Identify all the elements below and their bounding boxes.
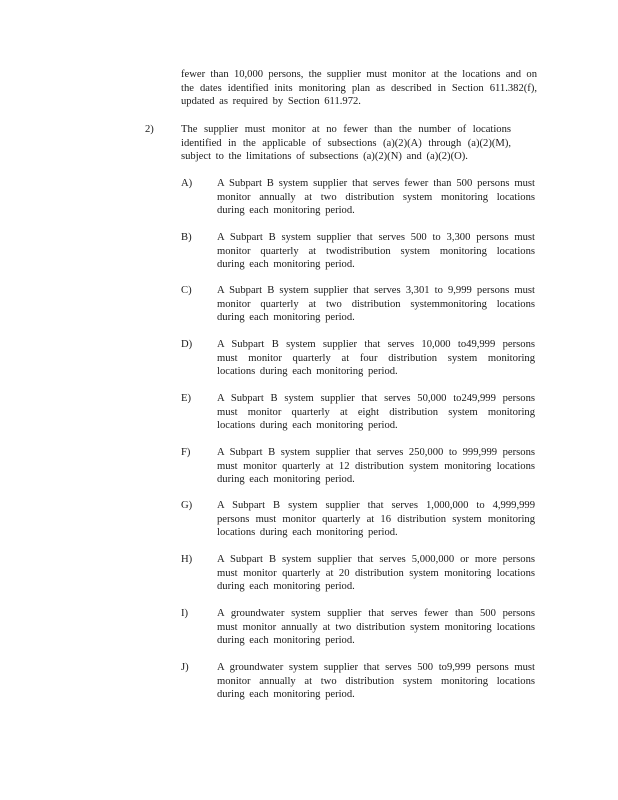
subitem-letter: B) — [181, 232, 192, 243]
subitem-text: A groundwater system supplier that serves fewer than 500 persons must monitor annually at two distribution system monitoring locations during each monitoring period. — [217, 608, 535, 647]
subitem-letter: D) — [181, 339, 193, 350]
subitem-letter: G) — [181, 500, 193, 511]
subitem-letter: C) — [181, 285, 192, 296]
item-2-text: The supplier must monitor at no fewer than the number of locations identified in the applicable of subsections (a)(2)(A) through (a)(2)(M), subject to the limitations of subsections (a)(2)(N) and (a)(2)(O). — [181, 124, 511, 163]
subitem-text: A Subpart B system supplier that serves 10,000 to49,999 persons must monitor quarterly at four distribution system monitoring locations during each monitoring period. — [217, 339, 535, 378]
subitem-text: A groundwater system supplier that serves 500 to9,999 persons must monitor annually at two distribution system monitoring locations during each monitoring period. — [217, 662, 535, 701]
subitem-letter: E) — [181, 393, 191, 404]
subitem-text: A Subpart B system supplier that serves 50,000 to249,999 persons must monitor quarterly at eight distribution system monitoring locations during each monitoring period. — [217, 393, 535, 432]
subitem-letter: F) — [181, 447, 191, 458]
subitem-letter: H) — [181, 554, 193, 565]
subitem-letter: A) — [181, 178, 193, 189]
subitem-text: A Subpart B system supplier that serves 3,301 to 9,999 persons must monitor quarterly at two distribution systemmonitoring locations during each monitoring period. — [217, 285, 535, 324]
subitem-letter: J) — [181, 662, 189, 673]
subitem-text: A Subpart B system supplier that serves 5,000,000 or more persons must monitor quarterly at 20 distribution system monitoring locations during each monitoring period. — [217, 554, 535, 593]
subitem-letter: I) — [181, 608, 189, 619]
subitem-text: A Subpart B system supplier that serves 500 to 3,300 persons must monitor quarterly at twodistribution system monitoring locations during each monitoring period. — [217, 232, 535, 271]
subitem-text: A Subpart B system supplier that serves 1,000,000 to 4,999,999 persons must monitor quarterly at 16 distribution system monitoring locations during each monitoring period. — [217, 500, 535, 539]
subitem-text: A Subpart B system supplier that serves 250,000 to 999,999 persons must monitor quarterly at 12 distribution system monitoring locations during each monitoring period. — [217, 447, 535, 486]
subitem-text: A Subpart B system supplier that serves fewer than 500 persons must monitor annually at two distribution system monitoring locations during each monitoring period. — [217, 178, 535, 217]
intro-paragraph: fewer than 10,000 persons, the supplier must monitor at the locations and on the dates identified inits monitoring plan as described in Section 611.382(f), updated as required by Section 611.972. — [181, 69, 537, 108]
item-2-number: 2) — [145, 124, 154, 135]
